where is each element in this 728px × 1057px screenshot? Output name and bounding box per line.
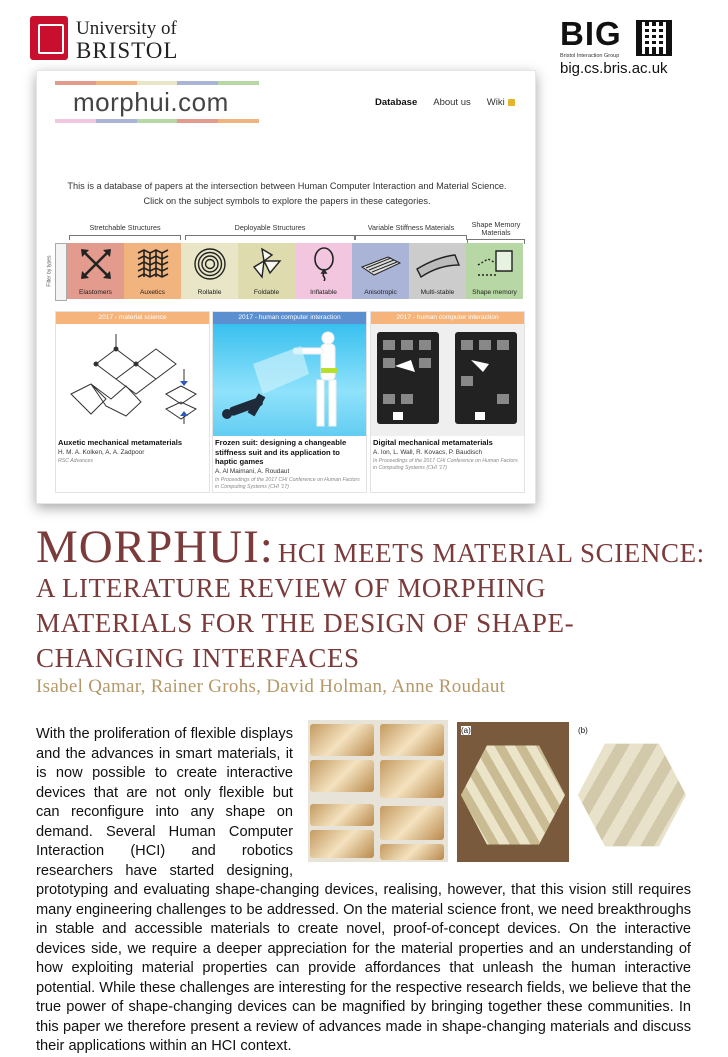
university-of-bristol-logo bbox=[30, 16, 200, 64]
nav-about-us[interactable]: About us bbox=[433, 97, 471, 108]
logo-line-1: University of bbox=[76, 18, 177, 39]
category-label: Shape memory bbox=[472, 289, 517, 296]
inflatable-icon bbox=[307, 247, 341, 281]
paper-card-header: 2017 - human computer interaction bbox=[213, 312, 366, 324]
color-bar-bottom bbox=[55, 119, 259, 123]
poster-authors: Isabel Qamar, Rainer Grohs, David Holman, Anne Roudaut bbox=[36, 676, 506, 697]
category-rollable[interactable] bbox=[181, 243, 238, 299]
paper-card-header: 2017 - human computer interaction bbox=[371, 312, 524, 324]
abstract-body: With the proliferation of flexible displays and the advances in smart materials, it is now possible to create interactive devices that are not only flexible but can reconfigure into any shape on demand. Several Human Computer Interaction (HCI) and robotics researchers have started designing, prototyping and evaluating shape-changing devices, realising, however, that this vision still requires many engineering challenges to be addressed. On the material science front, we need breakthroughs in stable and accessible materials to create novel, proof-of-concept devices. On the interactive devices side, we require a deeper appreciation for the material properties and an understanding of how exploiting material properties can provide affordances that unleash the human interactive potential. While these challenges are interesting for the respective research fields, we believe that the true power of shape-changing devices can be magnified by bringing together these communities. In this paper we therefore present a review of advances made in shape-changing materials and discuss their applications within an HCI context. bbox=[36, 726, 691, 1054]
website-screenshot bbox=[36, 70, 536, 504]
category-foldable[interactable] bbox=[238, 243, 295, 299]
title-rest: HCI MEETS MATERIAL SCIENCE: A LITERATURE REVIEW OF MORPHING MATERIALS FOR THE DESIGN OF SHAPE-CHANGING INTERFACES bbox=[36, 538, 705, 673]
color-bar-top bbox=[55, 81, 259, 85]
paper-venue: In Proceedings of the 2017 CHI Conference on Human Factors in Computing Systems (CHI '17) bbox=[215, 476, 360, 490]
category-anisotropic[interactable] bbox=[352, 243, 409, 299]
category-label: Inflatable bbox=[310, 289, 337, 296]
digital-metamaterial-image bbox=[371, 324, 524, 436]
paper-title: Auxetic mechanical metamaterials bbox=[58, 438, 183, 447]
auxetic-diagram-image bbox=[56, 324, 209, 436]
group-variable-stiffness: Variable Stiffness Materials bbox=[355, 223, 467, 232]
category-shape-memory[interactable] bbox=[466, 243, 523, 299]
nav-wiki[interactable]: Wiki bbox=[487, 97, 515, 108]
category-label: Anisotropic bbox=[364, 289, 397, 296]
figure-label-b: (b) bbox=[578, 726, 588, 735]
category-row bbox=[67, 243, 523, 299]
multi-stable-icon bbox=[415, 251, 461, 279]
intro-text: This is a database of papers at the intersection between Human Computer Interaction and Material Science. Click on the subject symbols to explore the papers in these categories. bbox=[67, 181, 507, 206]
paper-authors: H. M. A. Kolken, A. A. Zadpoor bbox=[58, 448, 145, 456]
category-label: Foldable bbox=[253, 289, 280, 296]
lock-icon bbox=[508, 99, 515, 106]
foldable-icon bbox=[250, 247, 284, 281]
lab-subtitle: Bristol Interaction Group bbox=[560, 53, 620, 59]
logo-line-2: BRISTOL bbox=[76, 38, 179, 63]
category-inflatable[interactable] bbox=[295, 243, 352, 299]
category-label: Elastomers bbox=[79, 289, 112, 296]
paper-venue: RSC Advances bbox=[58, 457, 93, 464]
paper-card[interactable] bbox=[212, 311, 367, 493]
anisotropic-icon bbox=[360, 253, 402, 279]
shape-memory-icon bbox=[474, 249, 516, 279]
category-elastomers[interactable] bbox=[67, 243, 124, 299]
paper-card[interactable] bbox=[55, 311, 210, 493]
big-lab-logo bbox=[560, 16, 690, 80]
paper-title: Digital mechanical metamaterials bbox=[373, 438, 493, 447]
figure-label-a: (a) bbox=[461, 726, 471, 735]
paper-card-header: 2017 - material science bbox=[56, 312, 209, 324]
paper-card[interactable] bbox=[370, 311, 525, 493]
nav-database[interactable]: Database bbox=[375, 97, 418, 108]
paper-authors: A. Al Maimani, A. Roudaut bbox=[215, 467, 290, 475]
abstract-text bbox=[36, 725, 691, 1057]
paper-venue: In Proceedings of the 2017 CHI Conference on Human Factors in Computing Systems (CHI '17) bbox=[373, 457, 518, 471]
photo-spacer bbox=[301, 725, 691, 863]
rollable-icon bbox=[193, 247, 227, 281]
group-deployable: Deployable Structures bbox=[185, 223, 355, 232]
group-stretchable: Stretchable Structures bbox=[69, 223, 181, 232]
site-nav bbox=[375, 97, 515, 108]
group-shape-memory: Shape Memory Materials bbox=[467, 221, 525, 237]
title-main: MORPHUI: bbox=[36, 521, 274, 573]
category-multi-stable[interactable] bbox=[409, 243, 466, 299]
auxetics-icon bbox=[136, 247, 170, 281]
site-name[interactable]: morphui.com bbox=[73, 87, 229, 117]
category-label: Multi-stable bbox=[420, 289, 455, 296]
frozen-suit-image bbox=[213, 324, 366, 436]
category-label: Auxetics bbox=[140, 289, 165, 296]
category-label: Rollable bbox=[197, 289, 222, 296]
elastomers-icon bbox=[79, 247, 113, 281]
qr-code-icon bbox=[636, 20, 672, 56]
bristol-crest-icon bbox=[30, 16, 68, 60]
lab-url: big.cs.bris.ac.uk bbox=[560, 60, 668, 77]
big-logo-text: BIG bbox=[560, 15, 622, 52]
filter-tab[interactable]: Filter by types bbox=[55, 243, 67, 301]
category-auxetics[interactable] bbox=[124, 243, 181, 299]
paper-authors: A. Ion, L. Wall, R. Kovacs, P. Baudisch bbox=[373, 448, 483, 456]
poster-title bbox=[36, 521, 706, 678]
paper-title: Frozen suit: designing a changeable stiffness suit and its application to haptic games bbox=[215, 438, 347, 466]
